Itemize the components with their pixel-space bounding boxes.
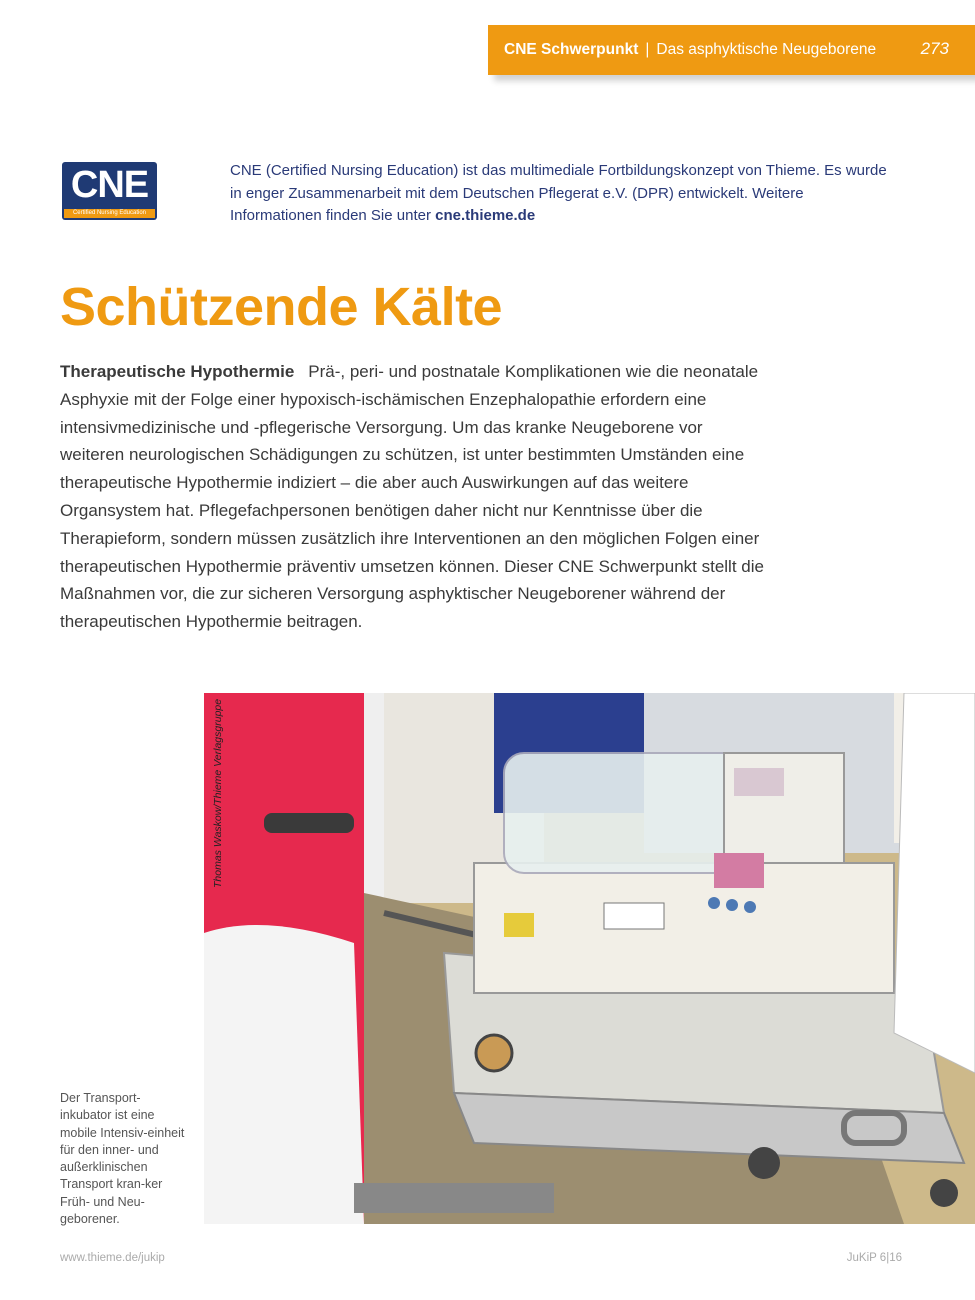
- page-number: 273: [920, 39, 949, 58]
- footer-url[interactable]: www.thieme.de/jukip: [60, 1252, 165, 1264]
- header-separator: |: [645, 41, 650, 58]
- cne-link[interactable]: cne.thieme.de: [435, 207, 536, 224]
- transport-incubator-photo: [204, 693, 975, 1224]
- cne-logo-text: CNE: [70, 164, 149, 206]
- lead-keyword: Therapeutische Hypothermie: [60, 362, 295, 381]
- cne-logo: [62, 162, 157, 220]
- section-label: CNE Schwerpunkt: [504, 41, 639, 58]
- intro-body: CNE (Certified Nursing Education) ist das multimediale Fortbildungskonzept von Thieme. Es wurde in enger Zusammenarbeit mit dem Deutschen Pflegerat e.V. (DPR) entwickelt. Weitere Informationen finden Sie unter: [230, 162, 887, 224]
- figure-caption: Der Transport-inkubator ist eine mobile Intensiv-einheit für den inner- und außerklinischen Transport kran-ker Früh- und Neu-geborener.: [60, 1091, 185, 1227]
- cne-intro-text: [230, 160, 890, 228]
- photo-credit: Thomas Waskow/Thieme Verlagsgruppe: [212, 698, 224, 888]
- cne-logo-subtext: Certified Nursing Education: [64, 209, 155, 218]
- article-lead: [60, 358, 765, 636]
- topic-label: Das asphyktische Neugeborene: [656, 41, 877, 58]
- lead-text: Prä-, peri- und postnatale Komplikationen wie die neonatale Asphyxie mit der Folge einer hypoxisch-ischämischen Enzephalopathie erfordern eine intensivmedizinische und -pflegerische Versorgung. Um das kranke Neugeborene vor weiteren neurologischen Schädigungen zu schützen, ist unter bestimmten Umständen eine therapeutische Hypothermie indiziert – die aber auch Auswirkungen auf das weitere Organsystem hat. Pflegefachpersonen benötigen daher nicht nur Kenntnisse über die Therapieform, sondern müssen zusätzlich ihre Interventionen an den möglichen Folgen einer therapeutischen Hypothermie präventiv umsetzen können. Dieser CNE Schwerpunkt stellt die Maßnahmen vor, die zur sicheren Versorgung asphyktischer Neugeborener während der therapeutischen Hypothermie beitragen.: [60, 362, 764, 632]
- article-title: Schützende Kälte: [60, 277, 503, 337]
- section-header-band: [488, 25, 975, 75]
- footer-issue: JuKiP 6|16: [846, 1252, 902, 1264]
- incubator-illustration: [204, 693, 975, 1224]
